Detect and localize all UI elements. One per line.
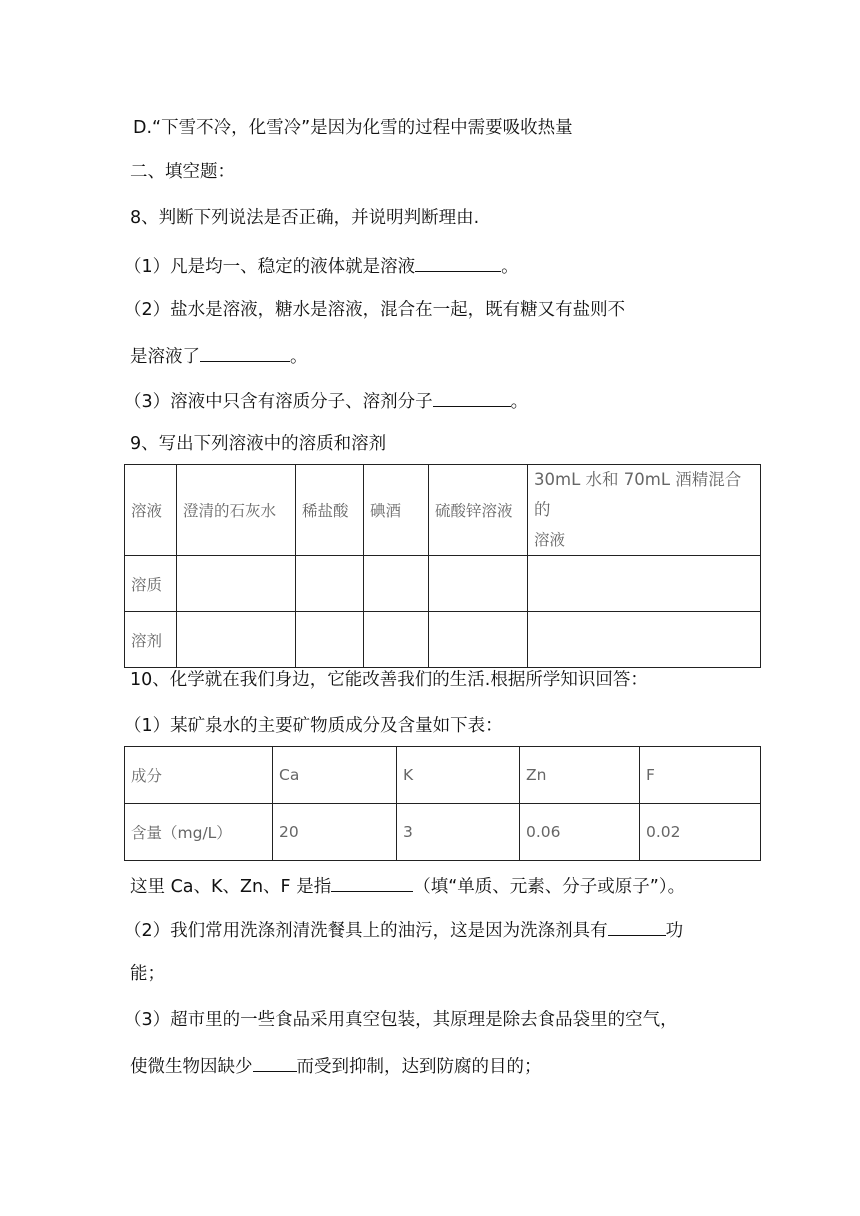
answer-cell[interactable] [528,556,761,612]
answer-blank[interactable] [608,917,666,936]
answer-cell[interactable] [429,556,528,612]
question-10-2-line1 [124,917,683,943]
answer-blank[interactable] [200,343,290,362]
question-8-2-line2 [130,343,308,369]
table-cell: 成分 [125,747,273,804]
answer-cell[interactable] [177,556,296,612]
answer-cell[interactable] [364,556,429,612]
table-cell: Ca [273,747,397,804]
row-label-solute: 溶质 [125,556,177,612]
question-8-2-line1: （2）盐水是溶液，糖水是溶液，混合在一起，既有糖又有盐则不 [124,300,626,320]
question-8-1 [124,253,519,279]
answer-cell[interactable] [429,612,528,668]
question-10-1: （1）某矿泉水的主要矿物质成分及含量如下表： [124,716,503,736]
option-d: D.“下雪不冷，化雪冷”是因为化雪的过程中需要吸收热量 [133,118,573,138]
question-10-1-answer [130,873,685,899]
answer-cell[interactable] [296,556,364,612]
question-10-1-text: 这里 Ca、K、Zn、F 是指 [130,877,332,897]
section-title: 二、填空题： [130,162,235,182]
table-cell: F [640,747,761,804]
row-label-solvent: 溶剂 [125,612,177,668]
table-cell: 含量（mg/L） [125,804,273,861]
question-10-3-text: 使微生物因缺少 [130,1057,253,1077]
question-10-2-text: （2）我们常用洗涤剂清洗餐具上的油污，这是因为洗涤剂具有 [124,921,608,941]
question-8-3-text: （3）溶液中只含有溶质分子、溶剂分子 [124,392,433,412]
question-9: 9、写出下列溶液中的溶质和溶剂 [130,434,387,454]
table-cell: 20 [273,804,397,861]
answer-cell[interactable] [296,612,364,668]
question-8-1-text: （1）凡是均一、稳定的液体就是溶液 [124,257,416,277]
answer-cell[interactable] [177,612,296,668]
table-cell: Zn [520,747,640,804]
question-8-3 [124,388,528,414]
table-header-text: 溶液 [534,531,566,549]
table-header-cell: 溶液 [125,465,177,556]
table-cell: 3 [397,804,520,861]
question-10-3-end: 而受到抑制，达到防腐的目的； [296,1057,542,1077]
answer-cell[interactable] [364,612,429,668]
answer-blank[interactable] [415,253,501,272]
table-cell: 0.06 [520,804,640,861]
table-header-cell: 硫酸锌溶液 [429,465,528,556]
answer-blank[interactable] [253,1053,297,1072]
table-cell: 0.02 [640,804,761,861]
question-8: 8、判断下列说法是否正确，并说明判断理由. [130,208,480,228]
question-10-1-end: （填“单质、元素、分子或原子”）。 [413,877,686,897]
answer-blank[interactable] [433,388,511,407]
question-8-2-text: 是溶液了 [130,347,200,367]
answer-blank[interactable] [331,873,413,892]
question-10-3-line1: （3）超市里的一些食品采用真空包装，其原理是除去食品袋里的空气， [124,1010,678,1030]
question-8-1-end: 。 [501,257,519,277]
question-10-2-end: 功 [665,921,684,941]
solution-table [124,464,761,668]
table-header-text: 30mL 水和 70mL 酒精混合的 [534,470,742,519]
table-header-cell: 稀盐酸 [296,465,364,556]
question-8-3-end: 。 [510,392,529,412]
table-header-cell [528,465,761,556]
question-10: 10、化学就在我们身边，它能改善我们的生活.根据所学知识回答： [130,670,648,690]
question-8-2-end: 。 [290,347,308,367]
table-cell: K [397,747,520,804]
question-10-2-line2: 能； [130,964,165,984]
table-header-cell: 澄清的石灰水 [177,465,296,556]
table-header-cell: 碘酒 [364,465,429,556]
question-10-3-line2 [130,1053,542,1079]
answer-cell[interactable] [528,612,761,668]
mineral-table [124,746,761,861]
